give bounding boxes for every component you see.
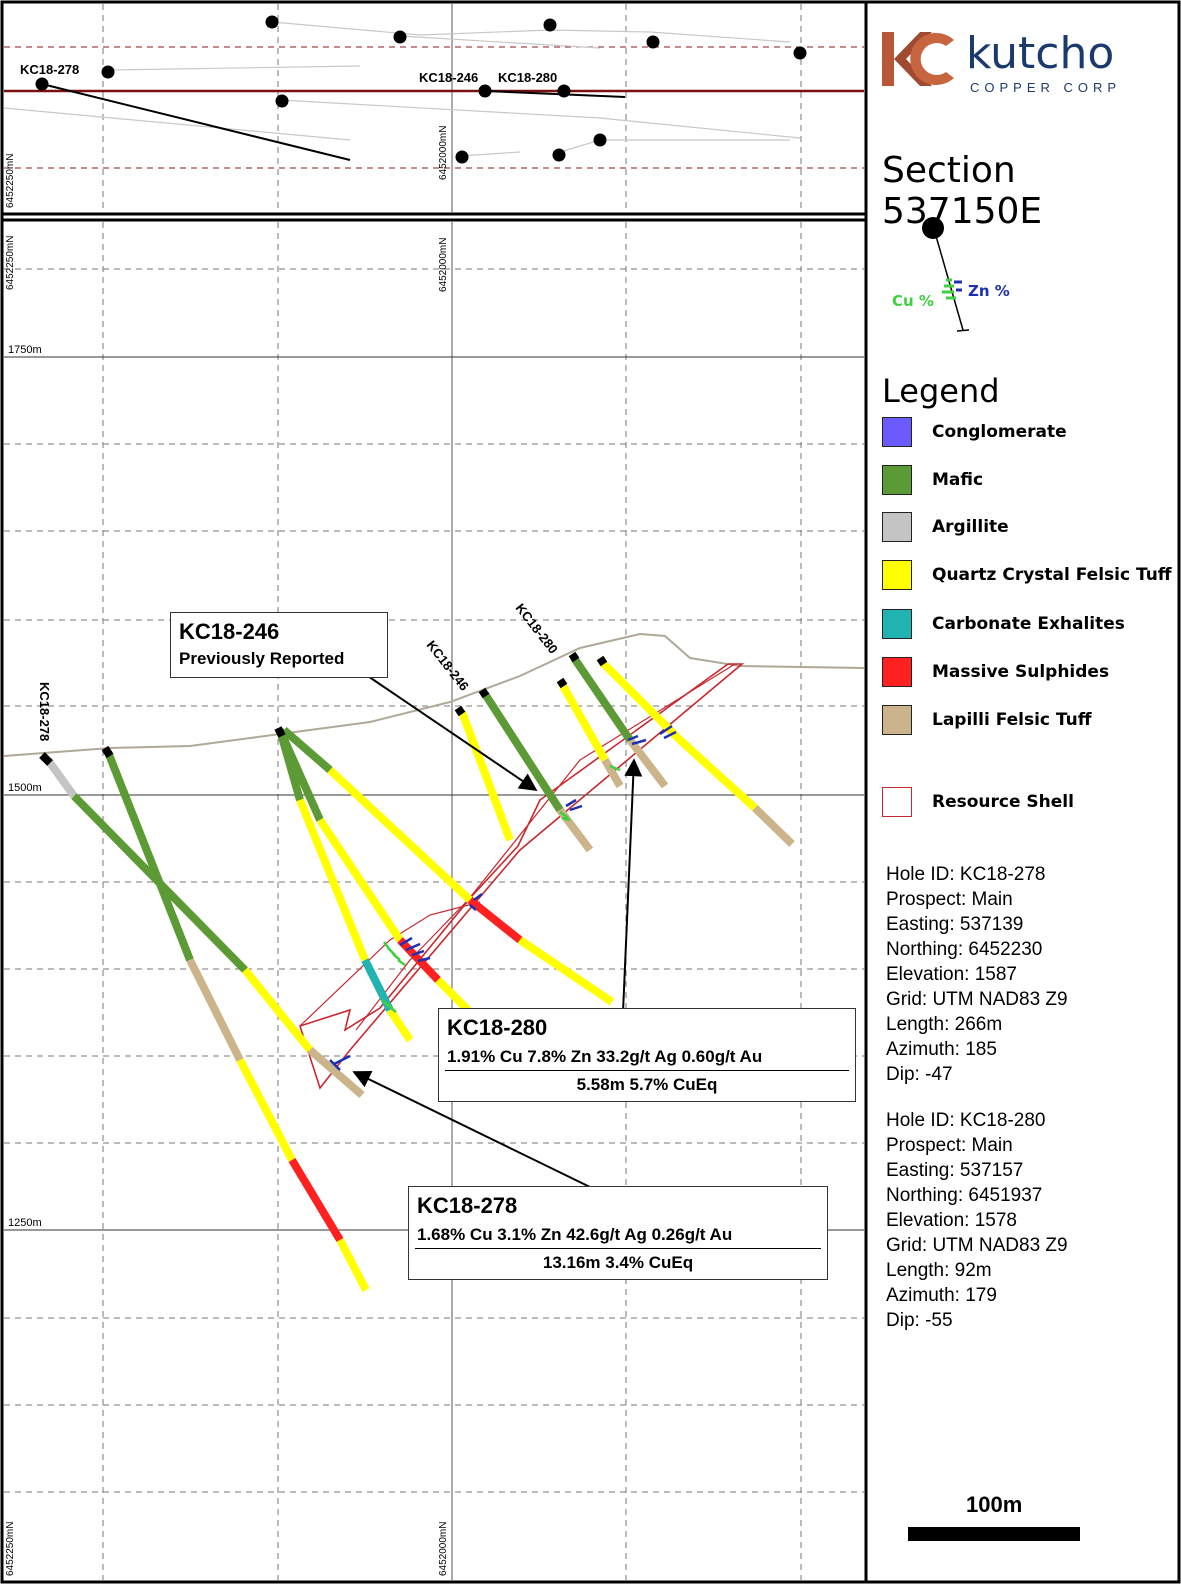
legend-item-argillite <box>882 512 1172 544</box>
hole-info-line: Easting: 537157 <box>886 1160 1024 1181</box>
plan-northing-label: 6452000mN <box>438 125 449 180</box>
elevation-label-1250: 1250m <box>8 1217 42 1229</box>
hole-info-line: Hole ID: KC18-278 <box>886 864 1046 885</box>
hole-info-line: Elevation: 1578 <box>886 1210 1017 1231</box>
plan-grid-h <box>4 47 864 168</box>
callout-kc18-280-rule <box>445 1070 849 1071</box>
company-subtitle: COPPER CORP <box>970 80 1122 95</box>
plan-northing-label-left: 6452250mN <box>5 153 16 208</box>
hole-info-kc18-278 <box>886 862 1068 1087</box>
section-northing-label-left-bottom: 6452250mN <box>5 1521 16 1576</box>
section-label-kc18-246: KC18-246 <box>423 637 472 694</box>
callout-kc18-280-interval: 5.58m 5.7% CuEq <box>576 1075 718 1094</box>
scale-label: 100m <box>966 1492 1023 1517</box>
hole-info-line: Northing: 6451937 <box>886 1185 1043 1206</box>
hole-info-line: Dip: -55 <box>886 1310 953 1331</box>
hole-info-line: Azimuth: 179 <box>886 1285 997 1306</box>
section-northing-label-bottom: 6452000mN <box>438 1521 449 1576</box>
cu-key-label: Cu % <box>892 292 934 310</box>
section-label-kc18-280: KC18-280 <box>512 600 561 657</box>
hole-info-line: Prospect: Main <box>886 1135 1013 1156</box>
side-panel <box>868 2 1179 1582</box>
hole-info-line: Hole ID: KC18-280 <box>886 1110 1046 1131</box>
callout-kc18-278-interval: 13.16m 3.4% CuEq <box>542 1253 694 1272</box>
legend-label: Resource Shell <box>932 792 1074 812</box>
legend-item-mafic <box>882 465 1172 497</box>
hole-info-line: Easting: 537139 <box>886 914 1024 935</box>
kc-logo-mark <box>880 30 956 88</box>
legend-label: Quartz Crystal Felsic Tuff <box>932 565 1172 585</box>
hole-info-line: Dip: -47 <box>886 1064 953 1085</box>
legend-title: Legend <box>882 372 1000 410</box>
legend-swatch <box>882 560 912 590</box>
legend-item-resource-shell <box>882 787 1172 819</box>
legend-label: Massive Sulphides <box>932 662 1110 682</box>
legend-swatch <box>882 512 912 542</box>
legend-swatch <box>882 657 912 687</box>
hole-info-line: Azimuth: 185 <box>886 1039 997 1060</box>
arrow-kc18-280 <box>623 760 634 1012</box>
legend-item-carbonate-exhalites <box>882 609 1172 641</box>
plan-label-kc18-246: KC18-246 <box>419 70 479 85</box>
callout-kc18-246-subtitle: Previously Reported <box>179 649 345 668</box>
legend-swatch <box>882 787 912 817</box>
section-title: Section 537150E <box>882 150 1043 232</box>
callout-kc18-246-title: KC18-246 <box>179 619 280 644</box>
callout-kc18-280-assay: 1.91% Cu 7.8% Zn 33.2g/t Ag 0.60g/t Au <box>447 1047 763 1066</box>
legend-item-quartz-crystal-felsic-tuff <box>882 560 1172 592</box>
scale-bar <box>908 1527 1080 1541</box>
hole-info-line: Grid: UTM NAD83 Z9 <box>886 1235 1068 1256</box>
elevation-label-1750: 1750m <box>8 344 42 356</box>
callout-kc18-278-assay: 1.68% Cu 3.1% Zn 42.6g/t Ag 0.26g/t Au <box>417 1225 733 1244</box>
hole-info-line: Grid: UTM NAD83 Z9 <box>886 989 1068 1010</box>
hole-info-line: Elevation: 1587 <box>886 964 1017 985</box>
legend-item-conglomerate <box>882 417 1172 449</box>
legend-swatch <box>882 465 912 495</box>
plan-label-kc18-278: KC18-278 <box>20 62 80 77</box>
hole-info-line: Length: 92m <box>886 1260 992 1281</box>
section-northing-label-top: 6452000mN <box>438 237 449 292</box>
section-grid-h <box>4 269 864 1492</box>
legend-label: Carbonate Exhalites <box>932 614 1125 634</box>
section-northing-label-left-top: 6452250mN <box>5 235 16 290</box>
callout-kc18-246 <box>170 612 388 678</box>
callout-kc18-278-title: KC18-278 <box>417 1193 518 1218</box>
legend-label: Lapilli Felsic Tuff <box>932 710 1092 730</box>
callout-kc18-278-rule <box>415 1248 821 1249</box>
hole-info-kc18-280 <box>886 1108 1068 1333</box>
callout-kc18-280 <box>438 1008 856 1102</box>
legend-label: Conglomerate <box>932 422 1067 442</box>
legend-item-massive-sulphides <box>882 657 1172 689</box>
legend-label: Mafic <box>932 470 984 490</box>
company-name: kutcho <box>966 28 1115 79</box>
elevation-label-1500: 1500m <box>8 782 42 794</box>
plan-label-kc18-280: KC18-280 <box>498 70 558 85</box>
plan-hole-traces <box>42 84 625 160</box>
hole-info-line: Prospect: Main <box>886 889 1013 910</box>
legend-label: Argillite <box>932 517 1009 537</box>
section-label-kc18-278: KC18-278 <box>37 682 52 742</box>
company-logo <box>880 24 1170 94</box>
legend-item-lapilli-felsic-tuff <box>882 705 1172 737</box>
zn-key-label: Zn % <box>968 282 1010 300</box>
legend-swatch <box>882 417 912 447</box>
callout-kc18-278 <box>408 1186 828 1280</box>
callout-kc18-280-title: KC18-280 <box>447 1015 548 1040</box>
legend-swatch <box>882 609 912 639</box>
hole-info-line: Length: 266m <box>886 1014 1003 1035</box>
hole-info-line: Northing: 6452230 <box>886 939 1043 960</box>
legend-swatch <box>882 705 912 735</box>
